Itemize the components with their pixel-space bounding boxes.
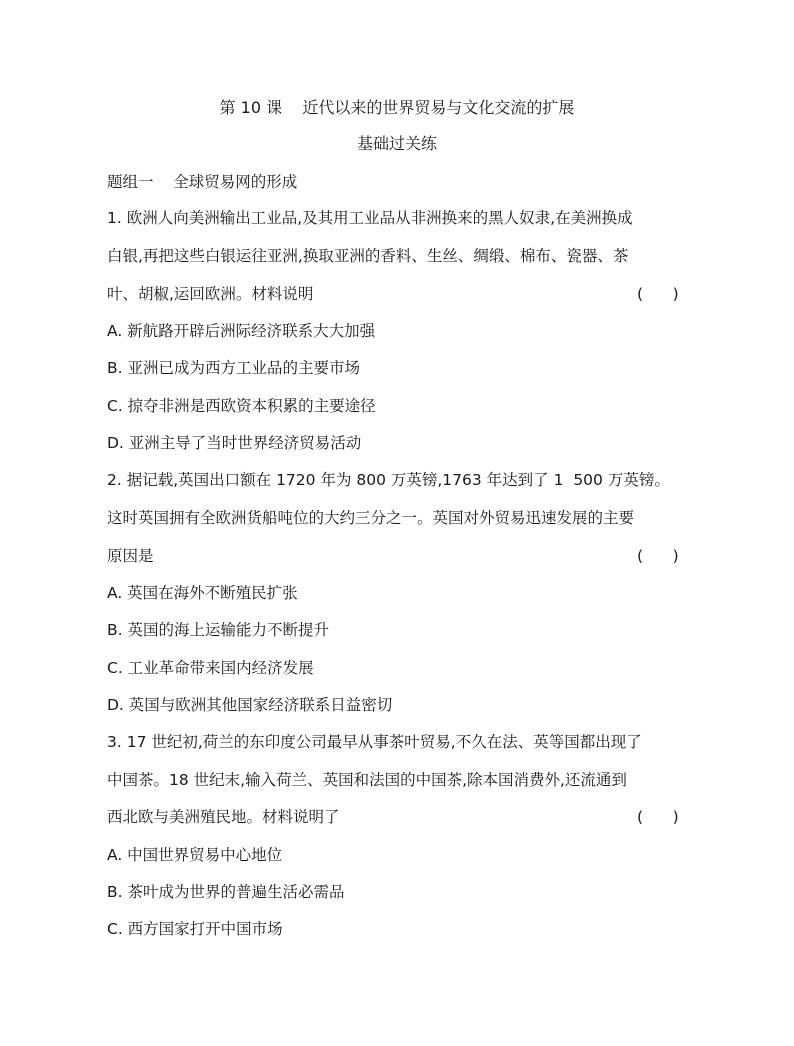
q1-stem-line-2: 白银,再把这些白银运往亚洲,换取亚洲的香料、生丝、绸缎、棉布、瓷器、茶 — [107, 247, 629, 265]
q2-stem-line-1: 2. 据记载,英国出口额在 1720 年为 800 万英镑,1763 年达到了 1 500 万英镑。 — [107, 471, 670, 489]
q2-option-d: D. 英国与欧洲其他国家经济联系日益密切 — [107, 696, 393, 714]
q3-stem-line-1: 3. 17 世纪初,荷兰的东印度公司最早从事茶叶贸易,不久在法、英等国都出现了 — [107, 733, 642, 751]
lesson-title: 第 10 课 近代以来的世界贸易与文化交流的扩展 — [219, 98, 575, 117]
q1-answer-blank: ( ) — [637, 285, 679, 303]
q2-stem-line-3: 原因是 — [107, 547, 154, 565]
q1-stem-line-1: 1. 欧洲人向美洲输出工业品,及其用工业品从非洲换来的黑人奴隶,在美洲换成 — [107, 209, 633, 227]
q3-stem-line-2: 中国茶。18 世纪末,输入荷兰、英国和法国的中国茶,除本国消费外,还流通到 — [107, 771, 627, 789]
q1-option-b: B. 亚洲已成为西方工业品的主要市场 — [107, 359, 360, 377]
q1-stem-line-3: 叶、胡椒,运回欧洲。材料说明 — [107, 285, 314, 303]
exercise-subtitle: 基础过关练 — [356, 134, 437, 153]
q3-stem-line-3: 西北欧与美洲殖民地。材料说明了 — [107, 808, 340, 826]
q3-option-a: A. 中国世界贸易中心地位 — [107, 846, 283, 864]
q3-option-b: B. 茶叶成为世界的普遍生活必需品 — [107, 883, 345, 901]
q1-option-a: A. 新航路开辟后洲际经济联系大大加强 — [107, 322, 376, 340]
q2-option-b: B. 英国的海上运输能力不断提升 — [107, 621, 329, 639]
q2-answer-blank: ( ) — [637, 547, 679, 565]
q1-option-d: D. 亚洲主导了当时世界经济贸易活动 — [107, 434, 362, 452]
q2-stem-line-2: 这时英国拥有全欧洲货船吨位的大约三分之一。英国对外贸易迅速发展的主要 — [107, 509, 635, 527]
q3-option-c: C. 西方国家打开中国市场 — [107, 920, 283, 938]
q2-option-c: C. 工业革命带来国内经济发展 — [107, 659, 314, 677]
section-heading: 题组一 全球贸易网的形成 — [107, 173, 298, 191]
q3-answer-blank: ( ) — [637, 808, 679, 826]
q2-option-a: A. 英国在海外不断殖民扩张 — [107, 584, 298, 602]
q1-option-c: C. 掠夺非洲是西欧资本积累的主要途径 — [107, 397, 376, 415]
